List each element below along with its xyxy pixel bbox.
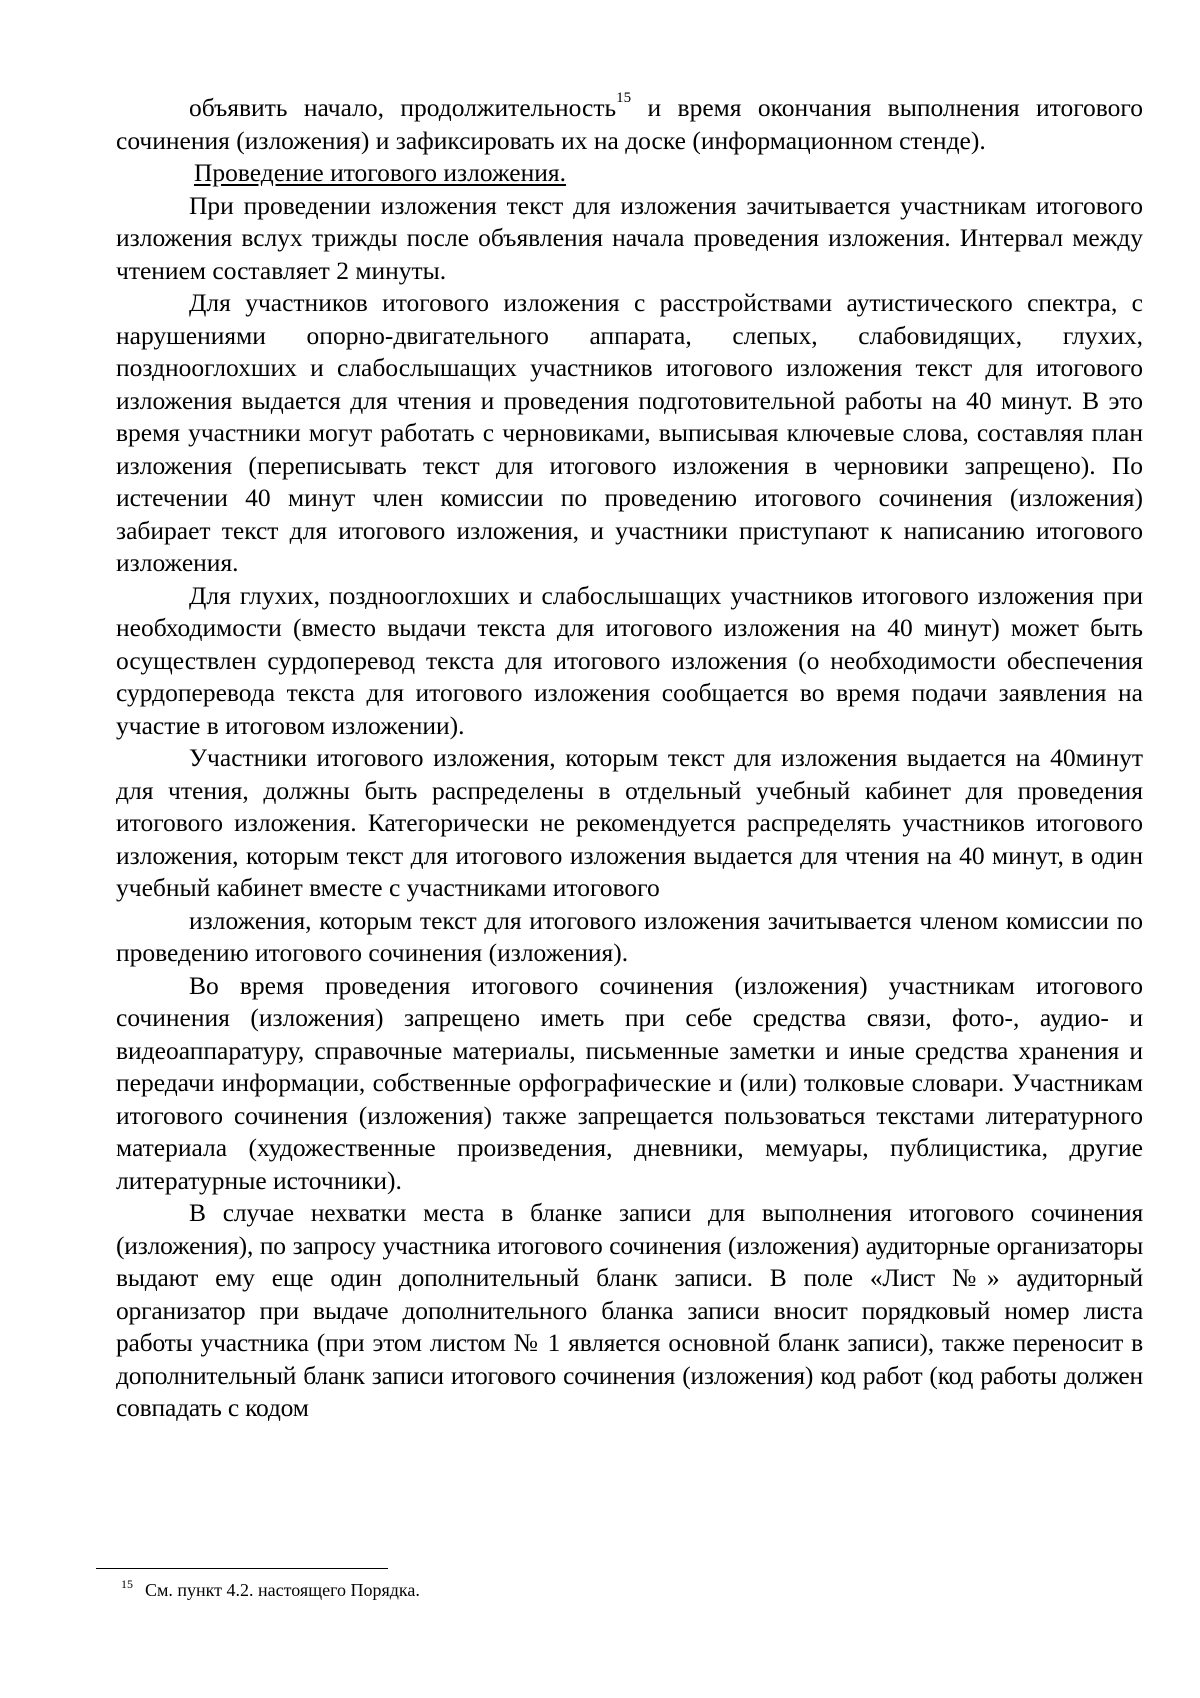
document-body bbox=[116, 92, 1143, 1425]
paragraph-reading-procedure: При проведении изложения текст для изложения зачитывается участникам итогового изложения вслух трижды после объявления начала проведения изложения. Интервал между чтением составляет 2 минуты. bbox=[116, 190, 1143, 285]
footnote bbox=[121, 1579, 1021, 1601]
paragraph-separate-classroom: Участники итогового изложения, которым текст для изложения выдается на 40минут для чтения, должны быть распределены в отдельный учебный кабинет для проведения итогового изложения. Категорически не рекомендуется распределять участников итогового изложения, которым текст для итогового изложения выдается для чтения на 40 минут, в один учебный кабинет вместе с участниками итогового bbox=[116, 743, 1143, 902]
section-heading bbox=[116, 157, 1143, 190]
footnote-text: См. пункт 4.2. настоящего Порядка. bbox=[145, 1580, 420, 1600]
paragraph-additional-form: В случае нехватки места в бланке записи для выполнения итогового сочинения (изложения), по запросу участника итогового сочинения (изложения) аудиторные организаторы выдают ему еще один дополнительный бланк записи. В поле «Лист №» аудиторный организатор при выдаче дополнительного бланка записи вносит порядковый номер листа работы участника (при этом листом № 1 является основной бланк записи), также переносит в дополнительный бланк записи итогового сочинения (изложения) код работ (код работы должен совпадать с кодом bbox=[116, 1198, 1143, 1422]
footnote-number: 15 bbox=[121, 1577, 133, 1591]
paragraph-prohibited-items: Во время проведения итогового сочинения (изложения) участникам итогового сочинения (изложения) запрещено иметь при себе средства связи, фото-, аудио- и видеоаппаратуру, справочные материалы, письменные заметки и иные средства хранения и передачи информации, собственные орфографические и (или) толковые словари. Участникам итогового сочинения (изложения) также запрещается пользоваться текстами литературного материала (художественные произведения, дневники, мемуары, публицистика, другие литературные источники). bbox=[116, 970, 1143, 1195]
paragraph-special-needs-participants: Для участников итогового изложения с расстройствами аутистического спектра, с нарушениями опорно-двигательного аппарата, слепых, слабовидящих, глухих, позднооглохших и слабослышащих участников итогового изложения текст для итогового изложения выдается для чтения и проведения подготовительной работы на 40 минут. В это время участники могут работать с черновиками, выписывая ключевые слова, составляя план изложения (переписывать текст для итогового изложения в черновики запрещено). По истечении 40 минут член комиссии по проведению итогового сочинения (изложения) забирает текст для итогового изложения, и участники приступают к написанию итогового изложения. bbox=[116, 288, 1143, 577]
paragraph-separate-classroom-continued: изложения, которым текст для итогового изложения зачитывается членом комиссии по проведению итогового сочинения (изложения). bbox=[116, 905, 1143, 967]
paragraph-announce-duration bbox=[116, 92, 1143, 157]
paragraph-text: и время окончания выполнения итогового сочинения (изложения) и зафиксировать их на доске (информационном стенде). bbox=[116, 93, 1143, 155]
footnote-reference: 15 bbox=[616, 90, 632, 106]
paragraph-text: объявить начало, продолжительность bbox=[189, 93, 617, 122]
paragraph-sign-language-translation: Для глухих, позднооглохших и слабослышащих участников итогового изложения при необходимости (вместо выдачи текста для итогового изложения на 40 минут) может быть осуществлен сурдоперевод текста для итогового изложения (о необходимости обеспечения сурдоперевода текста для итогового изложения сообщается во время подачи заявления на участие в итоговом изложении). bbox=[116, 580, 1143, 740]
section-heading-text: Проведение итогового изложения. bbox=[194, 158, 566, 187]
footnote-separator bbox=[96, 1568, 388, 1569]
